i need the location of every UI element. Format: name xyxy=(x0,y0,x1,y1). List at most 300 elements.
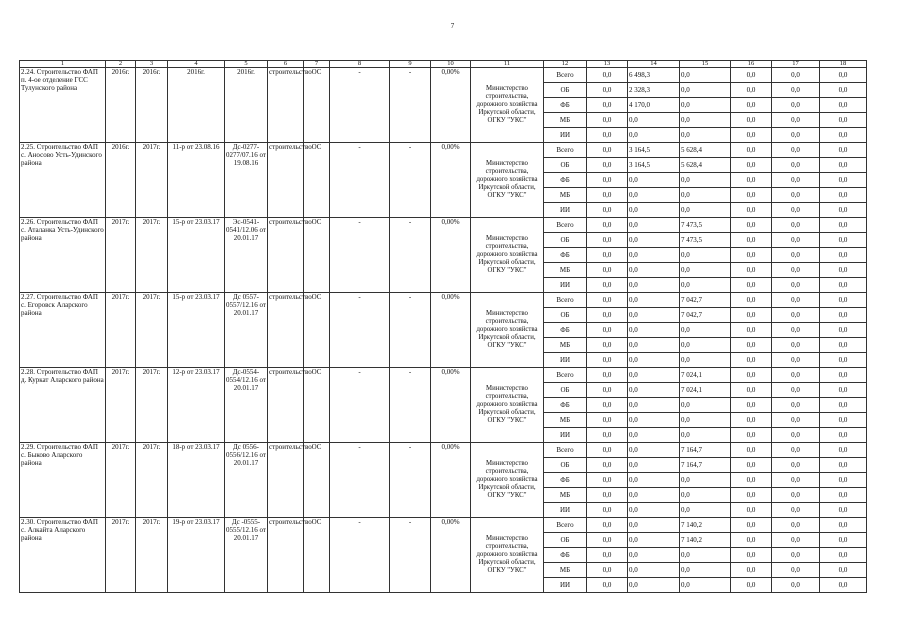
amount-cell: 0,0 xyxy=(628,503,680,518)
amount-cell: 3 164,5 xyxy=(628,143,680,158)
funding-source: ОБ xyxy=(544,233,587,248)
amount-cell: 0,0 xyxy=(731,488,772,503)
amount-cell: 0,0 xyxy=(587,368,628,383)
amount-cell: 0,0 xyxy=(628,338,680,353)
amount-cell: 0,0 xyxy=(628,473,680,488)
amount-cell: 0,0 xyxy=(680,278,731,293)
column-number: 4 xyxy=(168,61,225,68)
funding-source: Всего xyxy=(544,443,587,458)
amount-cell: 0,0 xyxy=(772,578,820,593)
amount-cell: 0,0 xyxy=(628,248,680,263)
amount-cell: 0,0 xyxy=(772,263,820,278)
amount-cell: 0,0 xyxy=(820,368,867,383)
amount-cell: 0,0 xyxy=(587,533,628,548)
funding-source: МБ xyxy=(544,113,587,128)
column-number: 6 xyxy=(268,61,304,68)
column-number: 11 xyxy=(471,61,544,68)
amount-cell: 0,0 xyxy=(628,518,680,533)
funding-source: Всего xyxy=(544,368,587,383)
amount-cell: 0,0 xyxy=(680,503,731,518)
column-number: 10 xyxy=(431,61,471,68)
funding-source: ОБ xyxy=(544,458,587,473)
column-number: 13 xyxy=(587,61,628,68)
amount-cell: 0,0 xyxy=(731,218,772,233)
readiness-percent: 0,00% xyxy=(431,218,471,293)
amount-cell: 0,0 xyxy=(772,473,820,488)
readiness-percent: 0,00% xyxy=(431,68,471,143)
amount-cell: 0,0 xyxy=(628,353,680,368)
amount-cell: 0,0 xyxy=(731,233,772,248)
amount-cell: 0,0 xyxy=(628,413,680,428)
amount-cell: 0,0 xyxy=(587,233,628,248)
amount-cell: 0,0 xyxy=(772,143,820,158)
amount-cell: 0,0 xyxy=(587,248,628,263)
amount-cell: 0,0 xyxy=(820,383,867,398)
funding-source: ОБ xyxy=(544,533,587,548)
amount-cell: 0,0 xyxy=(772,503,820,518)
amount-cell: 0,0 xyxy=(820,338,867,353)
end-year: 2017г. xyxy=(136,518,168,593)
amount-cell: 0,0 xyxy=(731,188,772,203)
amount-cell: 7 042,7 xyxy=(680,308,731,323)
amount-cell: 0,0 xyxy=(772,443,820,458)
contract-ref: 2016г. xyxy=(225,68,268,143)
amount-cell: 0,0 xyxy=(587,398,628,413)
order-ref: 19-р от 23.03.17 xyxy=(168,518,225,593)
funding-source: МБ xyxy=(544,263,587,278)
amount-cell: 0,0 xyxy=(820,353,867,368)
amount-cell: 0,0 xyxy=(820,128,867,143)
amount-cell: 0,0 xyxy=(772,533,820,548)
amount-cell: 0,0 xyxy=(628,308,680,323)
amount-cell: 0,0 xyxy=(772,188,820,203)
table-row xyxy=(20,293,867,308)
start-year: 2016г. xyxy=(106,68,136,143)
amount-cell: 0,0 xyxy=(680,173,731,188)
amount-cell: 0,0 xyxy=(772,158,820,173)
amount-cell: 0,0 xyxy=(587,263,628,278)
amount-cell: 0,0 xyxy=(731,518,772,533)
end-year: 2017г. xyxy=(136,293,168,368)
amount-cell: 0,0 xyxy=(731,368,772,383)
funding-source: Всего xyxy=(544,518,587,533)
order-ref: 2016г. xyxy=(168,68,225,143)
amount-cell: 0,0 xyxy=(772,353,820,368)
readiness-percent: 0,00% xyxy=(431,443,471,518)
amount-cell: 0,0 xyxy=(820,398,867,413)
contract-ref: Дс 0557-0557/12.16 от 20.01.17 xyxy=(225,293,268,368)
amount-cell: 0,0 xyxy=(820,248,867,263)
amount-cell: 0,0 xyxy=(587,158,628,173)
amount-cell: 0,0 xyxy=(820,323,867,338)
amount-cell: 0,0 xyxy=(587,143,628,158)
funding-source: Всего xyxy=(544,143,587,158)
fund-type: ОС xyxy=(304,293,330,368)
contract-ref: Эс-0541-0541/12.06 от 20.01.17 xyxy=(225,218,268,293)
amount-cell: 0,0 xyxy=(587,488,628,503)
amount-cell: 0,0 xyxy=(587,83,628,98)
amount-cell: 7 024,1 xyxy=(680,368,731,383)
amount-cell: 0,0 xyxy=(820,143,867,158)
fund-type: ОС xyxy=(304,218,330,293)
table-row xyxy=(20,518,867,533)
amount-cell: 0,0 xyxy=(680,188,731,203)
amount-cell: 0,0 xyxy=(628,428,680,443)
readiness-percent: 0,00% xyxy=(431,368,471,443)
column-number: 14 xyxy=(628,61,680,68)
amount-cell: 0,0 xyxy=(731,83,772,98)
work-type: строительство xyxy=(268,68,304,143)
amount-cell: 0,0 xyxy=(587,293,628,308)
contract-ref: Дс-0554-0554/12.16 от 20.01.17 xyxy=(225,368,268,443)
amount-cell: 4 170,0 xyxy=(628,98,680,113)
amount-cell: 0,0 xyxy=(680,353,731,368)
column-9-value: - xyxy=(390,518,431,593)
amount-cell: 0,0 xyxy=(772,233,820,248)
funding-source: Всего xyxy=(544,293,587,308)
fund-type: ОС xyxy=(304,68,330,143)
order-ref: 11-р от 23.08.16 xyxy=(168,143,225,218)
amount-cell: 0,0 xyxy=(680,113,731,128)
column-number: 15 xyxy=(680,61,731,68)
amount-cell: 0,0 xyxy=(731,323,772,338)
work-type: строительство xyxy=(268,518,304,593)
amount-cell: 0,0 xyxy=(772,248,820,263)
start-year: 2017г. xyxy=(106,443,136,518)
end-year: 2017г. xyxy=(136,143,168,218)
amount-cell: 0,0 xyxy=(820,293,867,308)
amount-cell: 7 473,5 xyxy=(680,218,731,233)
contract-ref: Дс -0555-0555/12.16 от 20.01.17 xyxy=(225,518,268,593)
amount-cell: 0,0 xyxy=(680,203,731,218)
amount-cell: 0,0 xyxy=(820,503,867,518)
amount-cell: 7 140,2 xyxy=(680,518,731,533)
amount-cell: 0,0 xyxy=(628,173,680,188)
amount-cell: 0,0 xyxy=(628,203,680,218)
funding-source: МБ xyxy=(544,563,587,578)
end-year: 2016г. xyxy=(136,68,168,143)
amount-cell: 0,0 xyxy=(680,263,731,278)
amount-cell: 0,0 xyxy=(587,308,628,323)
funding-source: ИИ xyxy=(544,428,587,443)
funding-source: ФБ xyxy=(544,248,587,263)
column-number: 12 xyxy=(544,61,587,68)
amount-cell: 0,0 xyxy=(731,143,772,158)
amount-cell: 0,0 xyxy=(731,398,772,413)
amount-cell: 0,0 xyxy=(628,233,680,248)
column-number: 2 xyxy=(106,61,136,68)
order-ref: 12-р от 23.03.17 xyxy=(168,368,225,443)
amount-cell: 0,0 xyxy=(587,353,628,368)
amount-cell: 0,0 xyxy=(731,338,772,353)
column-number: 8 xyxy=(330,61,390,68)
amount-cell: 0,0 xyxy=(587,68,628,83)
funding-source: ФБ xyxy=(544,398,587,413)
amount-cell: 0,0 xyxy=(772,428,820,443)
amount-cell: 0,0 xyxy=(587,428,628,443)
column-9-value: - xyxy=(390,68,431,143)
amount-cell: 0,0 xyxy=(587,458,628,473)
column-number: 5 xyxy=(225,61,268,68)
amount-cell: 0,0 xyxy=(587,338,628,353)
amount-cell: 0,0 xyxy=(820,263,867,278)
funding-source: ФБ xyxy=(544,98,587,113)
amount-cell: 0,0 xyxy=(587,278,628,293)
readiness-percent: 0,00% xyxy=(431,293,471,368)
amount-cell: 7 042,7 xyxy=(680,293,731,308)
work-type: строительство xyxy=(268,368,304,443)
object-name: 2.27. Строительство ФАП с. Егоровск Аларского района xyxy=(20,293,106,368)
amount-cell: 0,0 xyxy=(820,203,867,218)
amount-cell: 0,0 xyxy=(772,113,820,128)
amount-cell: 0,0 xyxy=(731,278,772,293)
funding-source: ОБ xyxy=(544,158,587,173)
start-year: 2016г. xyxy=(106,143,136,218)
amount-cell: 0,0 xyxy=(628,548,680,563)
amount-cell: 0,0 xyxy=(731,173,772,188)
column-8-value: - xyxy=(330,518,390,593)
funding-source: Всего xyxy=(544,68,587,83)
funding-source: ФБ xyxy=(544,173,587,188)
amount-cell: 0,0 xyxy=(772,308,820,323)
amount-cell: 0,0 xyxy=(587,218,628,233)
responsible-agency: Министерство строительства, дорожного хозяйства Иркутской области, ОГКУ "УКС" xyxy=(471,68,544,143)
amount-cell: 0,0 xyxy=(587,323,628,338)
amount-cell: 0,0 xyxy=(731,533,772,548)
amount-cell: 0,0 xyxy=(731,458,772,473)
amount-cell: 0,0 xyxy=(628,368,680,383)
funding-source: ОБ xyxy=(544,383,587,398)
amount-cell: 0,0 xyxy=(680,578,731,593)
amount-cell: 0,0 xyxy=(680,83,731,98)
funding-source: Всего xyxy=(544,218,587,233)
contract-ref: Дс 0556-0556/12.16 от 20.01.17 xyxy=(225,443,268,518)
responsible-agency: Министерство строительства, дорожного хозяйства Иркутской области, ОГКУ "УКС" xyxy=(471,368,544,443)
amount-cell: 2 328,3 xyxy=(628,83,680,98)
amount-cell: 0,0 xyxy=(628,578,680,593)
funding-source: ФБ xyxy=(544,323,587,338)
column-9-value: - xyxy=(390,143,431,218)
amount-cell: 0,0 xyxy=(587,443,628,458)
contract-ref: Дс-0277-0277/07.16 от 19.08.16 xyxy=(225,143,268,218)
amount-cell: 0,0 xyxy=(820,533,867,548)
amount-cell: 0,0 xyxy=(731,578,772,593)
column-9-value: - xyxy=(390,218,431,293)
order-ref: 15-р от 23.03.17 xyxy=(168,293,225,368)
amount-cell: 0,0 xyxy=(680,413,731,428)
amount-cell: 0,0 xyxy=(680,128,731,143)
column-8-value: - xyxy=(330,368,390,443)
table-row xyxy=(20,143,867,158)
column-9-value: - xyxy=(390,293,431,368)
amount-cell: 0,0 xyxy=(772,563,820,578)
page-number: 7 xyxy=(450,22,455,30)
amount-cell: 0,0 xyxy=(820,548,867,563)
readiness-percent: 0,00% xyxy=(431,518,471,593)
funding-source: МБ xyxy=(544,188,587,203)
amount-cell: 0,0 xyxy=(731,263,772,278)
amount-cell: 0,0 xyxy=(587,98,628,113)
amount-cell: 0,0 xyxy=(628,113,680,128)
table-row xyxy=(20,68,867,83)
funding-source: ИИ xyxy=(544,128,587,143)
amount-cell: 0,0 xyxy=(628,278,680,293)
fund-type: ОС xyxy=(304,518,330,593)
work-type: строительство xyxy=(268,218,304,293)
work-type: строительство xyxy=(268,293,304,368)
amount-cell: 7 024,1 xyxy=(680,383,731,398)
amount-cell: 0,0 xyxy=(731,98,772,113)
amount-cell: 0,0 xyxy=(587,578,628,593)
funding-source: МБ xyxy=(544,488,587,503)
funding-source: ИИ xyxy=(544,503,587,518)
amount-cell: 7 473,5 xyxy=(680,233,731,248)
amount-cell: 0,0 xyxy=(680,548,731,563)
amount-cell: 0,0 xyxy=(680,68,731,83)
amount-cell: 0,0 xyxy=(731,158,772,173)
object-name: 2.29. Строительство ФАП с. Быково Аларского района xyxy=(20,443,106,518)
responsible-agency: Министерство строительства, дорожного хозяйства Иркутской области, ОГКУ "УКС" xyxy=(471,518,544,593)
amount-cell: 0,0 xyxy=(772,398,820,413)
amount-cell: 0,0 xyxy=(820,233,867,248)
amount-cell: 0,0 xyxy=(587,518,628,533)
funding-source: ФБ xyxy=(544,548,587,563)
amount-cell: 0,0 xyxy=(772,383,820,398)
program-table xyxy=(19,60,867,593)
amount-cell: 0,0 xyxy=(587,128,628,143)
amount-cell: 0,0 xyxy=(772,83,820,98)
amount-cell: 0,0 xyxy=(628,383,680,398)
amount-cell: 3 164,5 xyxy=(628,158,680,173)
table-row xyxy=(20,368,867,383)
amount-cell: 0,0 xyxy=(772,293,820,308)
amount-cell: 0,0 xyxy=(820,488,867,503)
amount-cell: 0,0 xyxy=(680,323,731,338)
amount-cell: 0,0 xyxy=(628,218,680,233)
responsible-agency: Министерство строительства, дорожного хозяйства Иркутской области, ОГКУ "УКС" xyxy=(471,218,544,293)
amount-cell: 0,0 xyxy=(731,203,772,218)
amount-cell: 0,0 xyxy=(587,473,628,488)
amount-cell: 0,0 xyxy=(772,278,820,293)
end-year: 2017г. xyxy=(136,443,168,518)
amount-cell: 0,0 xyxy=(731,563,772,578)
amount-cell: 0,0 xyxy=(587,413,628,428)
start-year: 2017г. xyxy=(106,218,136,293)
amount-cell: 0,0 xyxy=(680,488,731,503)
amount-cell: 0,0 xyxy=(731,413,772,428)
column-9-value: - xyxy=(390,443,431,518)
responsible-agency: Министерство строительства, дорожного хозяйства Иркутской области, ОГКУ "УКС" xyxy=(471,443,544,518)
amount-cell: 0,0 xyxy=(731,248,772,263)
amount-cell: 0,0 xyxy=(731,68,772,83)
amount-cell: 0,0 xyxy=(820,83,867,98)
object-name: 2.24. Строительство ФАП п. 4-ое отделение ГСС Тулунского района xyxy=(20,68,106,143)
table-row xyxy=(20,443,867,458)
column-8-value: - xyxy=(330,68,390,143)
column-8-value: - xyxy=(330,218,390,293)
amount-cell: 0,0 xyxy=(820,113,867,128)
amount-cell: 0,0 xyxy=(772,68,820,83)
amount-cell: 0,0 xyxy=(772,218,820,233)
amount-cell: 0,0 xyxy=(731,383,772,398)
fund-type: ОС xyxy=(304,443,330,518)
amount-cell: 0,0 xyxy=(628,458,680,473)
work-type: строительство xyxy=(268,143,304,218)
amount-cell: 0,0 xyxy=(772,128,820,143)
readiness-percent: 0,00% xyxy=(431,143,471,218)
responsible-agency: Министерство строительства, дорожного хозяйства Иркутской области, ОГКУ "УКС" xyxy=(471,293,544,368)
start-year: 2017г. xyxy=(106,293,136,368)
amount-cell: 0,0 xyxy=(731,113,772,128)
fund-type: ОС xyxy=(304,368,330,443)
amount-cell: 0,0 xyxy=(731,473,772,488)
amount-cell: 0,0 xyxy=(680,98,731,113)
amount-cell: 0,0 xyxy=(820,458,867,473)
amount-cell: 0,0 xyxy=(628,443,680,458)
amount-cell: 0,0 xyxy=(731,293,772,308)
column-number: 7 xyxy=(304,61,330,68)
amount-cell: 0,0 xyxy=(587,563,628,578)
column-8-value: - xyxy=(330,443,390,518)
amount-cell: 7 164,7 xyxy=(680,458,731,473)
funding-source: ОБ xyxy=(544,83,587,98)
amount-cell: 0,0 xyxy=(587,113,628,128)
column-9-value: - xyxy=(390,368,431,443)
end-year: 2017г. xyxy=(136,368,168,443)
column-8-value: - xyxy=(330,143,390,218)
order-ref: 18-р от 23.03.17 xyxy=(168,443,225,518)
amount-cell: 0,0 xyxy=(820,563,867,578)
amount-cell: 0,0 xyxy=(587,548,628,563)
amount-cell: 0,0 xyxy=(772,338,820,353)
amount-cell: 0,0 xyxy=(731,548,772,563)
amount-cell: 0,0 xyxy=(772,518,820,533)
column-number: 9 xyxy=(390,61,431,68)
amount-cell: 0,0 xyxy=(772,548,820,563)
amount-cell: 0,0 xyxy=(628,563,680,578)
amount-cell: 0,0 xyxy=(731,353,772,368)
amount-cell: 0,0 xyxy=(820,98,867,113)
amount-cell: 0,0 xyxy=(772,413,820,428)
funding-source: МБ xyxy=(544,338,587,353)
amount-cell: 0,0 xyxy=(731,128,772,143)
amount-cell: 0,0 xyxy=(820,578,867,593)
amount-cell: 7 140,2 xyxy=(680,533,731,548)
amount-cell: 0,0 xyxy=(820,173,867,188)
amount-cell: 6 498,3 xyxy=(628,68,680,83)
amount-cell: 0,0 xyxy=(820,278,867,293)
amount-cell: 0,0 xyxy=(731,428,772,443)
start-year: 2017г. xyxy=(106,368,136,443)
amount-cell: 0,0 xyxy=(680,428,731,443)
amount-cell: 0,0 xyxy=(587,173,628,188)
amount-cell: 0,0 xyxy=(820,188,867,203)
amount-cell: 0,0 xyxy=(680,563,731,578)
amount-cell: 5 628,4 xyxy=(680,143,731,158)
fund-type: ОС xyxy=(304,143,330,218)
amount-cell: 0,0 xyxy=(772,98,820,113)
amount-cell: 0,0 xyxy=(628,533,680,548)
work-type: строительство xyxy=(268,443,304,518)
amount-cell: 0,0 xyxy=(628,263,680,278)
funding-source: ИИ xyxy=(544,278,587,293)
start-year: 2017г. xyxy=(106,518,136,593)
table-row xyxy=(20,218,867,233)
amount-cell: 0,0 xyxy=(587,188,628,203)
column-8-value: - xyxy=(330,293,390,368)
amount-cell: 0,0 xyxy=(680,398,731,413)
column-number: 3 xyxy=(136,61,168,68)
